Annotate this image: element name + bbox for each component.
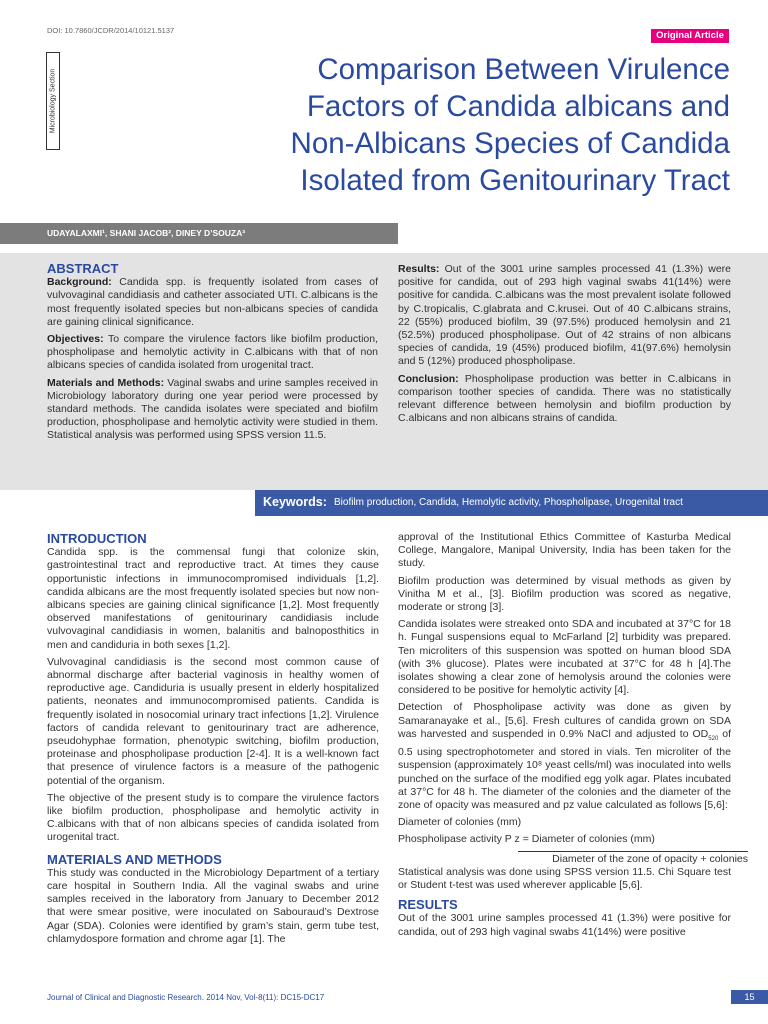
body-paragraph: Statistical analysis was done using SPSS version 11.5. Chi Square test or Student t-test was used wherever applicable [5,6]. bbox=[398, 865, 731, 891]
phospholipase-text: Detection of Phospholipase activity was done as given by Samaranayake et al., [5,6]. Fresh cultures of candida grown on SDA was harvested and suspended in 0.9% NaCl and adjusted to OD bbox=[398, 701, 731, 740]
body-paragraph: Out of the 3001 urine samples processed 41 (1.3%) were positive for candida, out of 293 high vaginal swabs 41(14%) were positive bbox=[398, 912, 731, 938]
abstract-box bbox=[0, 253, 768, 490]
introduction-heading: INTRODUCTION bbox=[47, 531, 147, 546]
abstract-left-col bbox=[47, 262, 378, 447]
body-paragraph bbox=[398, 701, 731, 812]
methods-heading: MATERIALS AND METHODS bbox=[47, 851, 222, 867]
background-text: Candida spp. is frequently isolated from cases of vulvovaginal candidiasis and catheter associated UTI. C.albicans is the most frequently isolated species but non-albicans species of candida are gaining clinical significance. bbox=[47, 276, 379, 328]
abstract-right-col bbox=[398, 263, 731, 429]
body-paragraph: Biofilm production was determined by visual methods as given by Vinitha M et al., [3]. Biofilm production was scored as negative, moderate or strong [3]. bbox=[398, 574, 731, 614]
journal-footer: Journal of Clinical and Diagnostic Research. 2014 Nov, Vol-8(11): DC15-DC17 bbox=[47, 993, 325, 1002]
authors: UDAYALAXMI¹, SHANI JACOB², DINEY D’SOUZA³ bbox=[47, 228, 246, 238]
article-type-badge: Original Article bbox=[651, 29, 729, 43]
title-line: Comparison Between Virulence bbox=[317, 53, 730, 86]
methods-label: Materials and Methods: bbox=[47, 376, 165, 389]
left-column bbox=[47, 532, 379, 950]
methods-paragraph: This study was conducted in the Microbiology Department of a tertiary care hospital in Southern India. All the vaginal swabs and urine samples received in the laboratory from January to December 2012 that were smear positive, were inoculated on Sabouraud’s Dextrose Agar (SDA). Colonies were identified by gram’s stain, germ tube test, chlamydospore formation and chrome agar [1]. The bbox=[47, 866, 379, 945]
od-subscript: 520 bbox=[708, 735, 719, 742]
abstract-heading: ABSTRACT bbox=[47, 261, 119, 276]
methods-text: Vaginal swabs and urine samples received in Microbiology laboratory during one year period were processed by standard methods. The candida isolates were speciated and biofilm production, phospholipase and hemolytic activity were studied in them. Statistical analysis was performed using SPSS version 11.5. bbox=[47, 376, 379, 442]
article-title bbox=[236, 51, 730, 199]
objectives-text: To compare the virulence factors like biofilm production, phospholipase and hemolytic activity in C.albicans with that of non albicans species of candida isolated from urogenital tract. bbox=[47, 333, 378, 372]
section-tab bbox=[46, 52, 60, 150]
intro-paragraph: Vulvovaginal candidiasis is the second most common cause of abnormal discharge after bacterial vaginosis in healthy women of reproductive age. Candiduria is usually present in elderly hospitalized patients, neonates and immunocompromised patients. Candida is frequently isolated in nosocomial urinary tract infections [1,2]. Virulence factors of candida relevant to genitourinary tract are adherence, pseudohyphae formation, phenotypic switching, biofilm production, proteinase and phospholipase production [2-4]. It is a well-known fact that presence of virulence factors is a measure of the pathogenic potential of the organism. bbox=[47, 655, 379, 787]
section-label: Microbiology Section bbox=[49, 68, 57, 134]
page-number: 15 bbox=[731, 990, 768, 1004]
title-line: Isolated from Genitourinary Tract bbox=[300, 164, 730, 197]
formula-numerator: Diameter of colonies (mm) bbox=[398, 816, 522, 829]
results-label: Results: bbox=[398, 263, 440, 275]
keywords-text: Biofilm production, Candida, Hemolytic activity, Phospholipase, Urogenital tract bbox=[334, 497, 683, 508]
authors-bar bbox=[0, 223, 398, 244]
results-heading: RESULTS bbox=[398, 897, 458, 913]
doi: DOI: 10.7860/JCDR/2014/10121.5137 bbox=[47, 26, 175, 35]
phospholipase-text-cont: of 0.5 using spectrophotometer and stored in vials. Ten microliter of the suspension (approximately 10⁸ yeast cells/ml) was inoculated into wells punched on the surface of the modified egg yolk agar. Plates incubated at 37°C for 48 h. The diameter of the colonies and the diameter of the zone of opacity was measured and pz value calculated as follows [5,6]: bbox=[398, 727, 731, 811]
keywords-label: Keywords: bbox=[263, 495, 327, 509]
intro-paragraph: The objective of the present study is to compare the virulence factors like biofilm production, phospholipase and hemolytic activity in C.albicans with that of non albicans species of candida isolated from urogenital tract. bbox=[47, 791, 379, 844]
body-paragraph: approval of the Institutional Ethics Committee of Kasturba Medical College, Mangalore, Manipal University, India has been taken for the study. bbox=[398, 531, 731, 570]
conclusion-label: Conclusion: bbox=[398, 372, 459, 385]
formula-denominator: Diameter of the zone of opacity + colonies bbox=[518, 851, 748, 866]
objectives-label: Objectives: bbox=[47, 333, 104, 346]
background-label: Background: bbox=[47, 276, 112, 289]
results-text: Out of the 3001 urine samples processed 41 (1.3%) were positive for candida, out of 293 high vaginal swabs 41(14%) were positive for candida. C.albicans was the most prevalent isolate followed by C.tropicalis, C.glabrata and C.krusei. Out of 40 C.albicans strains, 22 (55%) produced biofilm, 39 (97.5%) produced hemolysin and 21 (52.5%) produced phospholipase. Out of 42 strains of non albicans species of candida, 19 (45%) produced biofilm, 41(97.6%) hemolysin and 5 (12%) produced phospholipase. bbox=[398, 263, 731, 368]
conclusion-text: Phospholipase production was better in C.albicans in comparison toother species of candida. There was no statistically relevant difference between hemolysin and biofilm production by C.albicans and non albicans strains of candida. bbox=[398, 372, 731, 425]
keywords-bar bbox=[255, 490, 768, 516]
title-line: Factors of Candida albicans and bbox=[306, 90, 730, 123]
right-column bbox=[398, 531, 748, 943]
title-line: Non-Albicans Species of Candida bbox=[290, 127, 730, 160]
body-paragraph: Candida isolates were streaked onto SDA and incubated at 37°C for 18 h. Fungal suspensions equal to McFarland [2] turbidity was prepared. Ten microliters of this suspension was spotted on human blood SDA (with 3% glucose). Plates were incubated at 37°C for 48 h [4].The isolates showing a clear zone of hemolysis around the colonies were considered to be positive for hemolytic activity [4]. bbox=[398, 618, 731, 697]
formula-main: Phospholipase activity P z = Diameter of colonies (mm) bbox=[398, 833, 655, 846]
intro-paragraph: Candida spp. is the commensal fungi that colonize skin, gastrointestinal tract and reproductive tract. At times they cause opportunistic infections in immunocompromised individuals [1,2]. candida albicans are the most frequently isolated species but now non- albicans species are gaining clinical significance [1,2]. Most frequently observed manifestations of genitourinary candidiasis include vulvovaginal candidiasis in women, balanitis and balnoposthitics in men and candiduria in both sexes [1,2]. bbox=[47, 546, 379, 651]
